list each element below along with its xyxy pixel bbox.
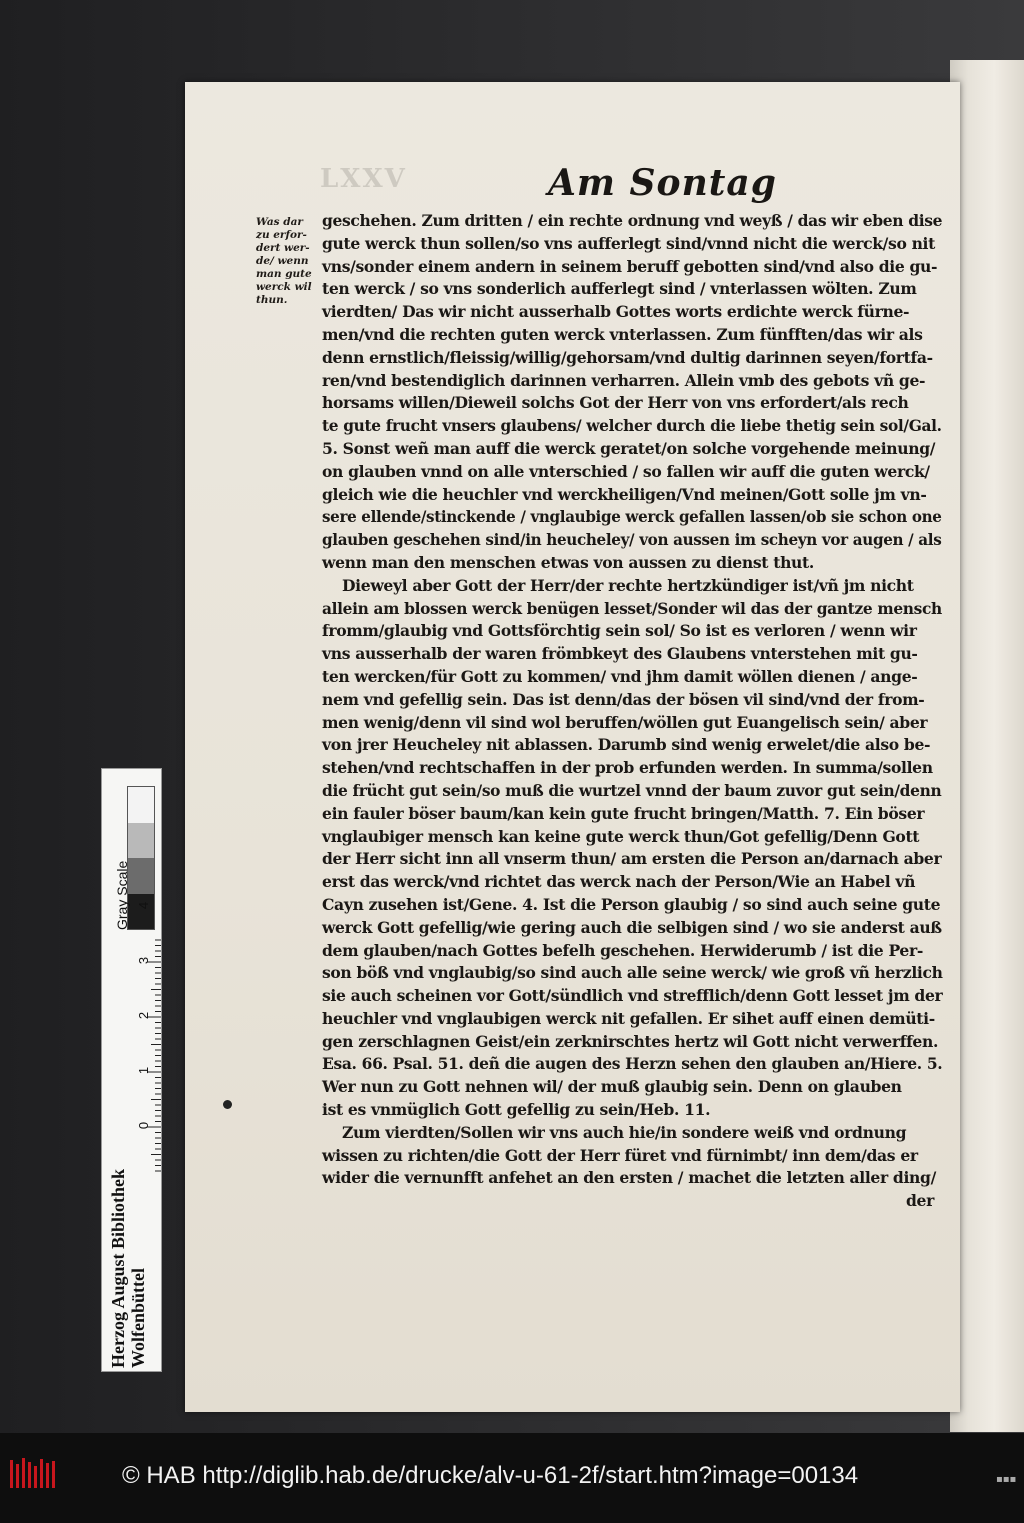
text-line: men wenig/denn vil sind wol beruffen/wöllen gut Euangelisch sein/ aber — [322, 712, 928, 732]
ink-dot — [223, 1100, 232, 1109]
text-line: vns ausserhalb der waren frömbkeyt des Glaubens vnterstehen mit gu- — [322, 644, 918, 664]
text-line: men/vnd die rechten guten werck vnterlassen. Zum fünfften/das wir als — [322, 324, 923, 344]
text-line: sie auch scheinen vor Gott/sündlich vnd strefflich/denn Gott lesset jm der — [322, 986, 943, 1006]
text-line: glauben geschehen sind/in heucheley/ von aussen im scheyn vor augen / als — [322, 530, 942, 550]
text-line: allein am blossen werck benügen lesset/Sonder wil das der gantze mensch — [322, 598, 942, 618]
gray-swatch — [128, 787, 154, 823]
text-line: von jrer Heucheley nit ablassen. Darumb sind wenig erwelet/die also be- — [322, 735, 931, 755]
catchword: der — [906, 1191, 934, 1211]
text-line: son böß vnd vnglaubig/so sind auch alle seine werck/ wie groß vñ herzlich — [322, 963, 943, 983]
page-body-text — [322, 210, 942, 1213]
text-line: gen zerschlagnen Geist/ein zerknirschtes hertz wil Gott nicht verwerffen. — [322, 1031, 939, 1051]
text-line: te gute frucht vnsers glaubens/ welcher durch die liebe thetig sein sol/Gal. — [322, 416, 942, 436]
text-line: nem vnd gefellig sein. Das ist denn/das der bösen vil sind/vnd der from- — [322, 689, 925, 709]
margin-note-line: Was dar — [256, 216, 303, 228]
text-line: ten werck / so vns sonderlich aufferlegt sind / vnterlassen wölten. Zum — [322, 279, 917, 299]
gray-swatch — [128, 858, 154, 894]
library-location: Wolfenbüttel — [128, 1267, 148, 1368]
library-name: Herzog August Bibliothek — [108, 1168, 128, 1368]
text-line: ist es vnmüglich Gott gefellig zu sein/Heb. 11. — [322, 1100, 711, 1120]
text-line: vierdten/ Das wir nicht ausserhalb Gottes worts erdichte werck fürne- — [322, 302, 910, 322]
text-line: vns/sonder einem andern in seinem beruff gebotten sind/vnd also die gu- — [322, 256, 938, 276]
gray-swatch — [128, 823, 154, 859]
text-line: denn ernstlich/fleissig/willig/gehorsam/vnd dultig darinnen seyen/fortfa- — [322, 347, 933, 367]
text-line: werck Gott gefellig/wie gering auch die selbigen sind / wo sie anderst auß — [322, 917, 942, 937]
text-line: ten wercken/für Gott zu kommen/ vnd jhm damit wöllen dienen / ange- — [322, 666, 918, 686]
margin-note-line: man gute — [256, 268, 312, 280]
text-line: fromm/glaubig vnd Gottsförchtig sein sol/ So ist es verloren / wenn wir — [322, 621, 917, 641]
margin-note-line: thun. — [256, 294, 288, 306]
text-line: Wer nun zu Gott nehnen wil/ der muß glaubig sein. Denn on glauben — [322, 1077, 902, 1097]
margin-note — [256, 216, 322, 307]
text-line: der Herr sicht inn all vnserm thun/ am ersten die Person an/darnach aber — [322, 849, 942, 869]
text-line: die frücht gut sein/so muß die wurtzel vnnd der baum zuvor gut sein/denn — [322, 780, 942, 800]
margin-note-line: dert wer- — [256, 242, 310, 254]
hab-logo-icon — [8, 1456, 58, 1492]
margin-note-line: zu erfor- — [256, 229, 307, 241]
ghost-header: LXXV — [320, 164, 407, 194]
text-line: heuchler vnd vnglaubigen werck nit gefallen. Er sihet auff einen demüti- — [322, 1008, 935, 1028]
text-line: dem glauben/nach Gottes befelh geschehen. Herwiderumb / ist die Per- — [322, 940, 923, 960]
margin-note-line: de/ wenn — [256, 255, 309, 267]
text-line: stehen/vnd rechtschaffen in der prob erfunden werden. In summa/sollen — [322, 758, 933, 778]
text-line: erst das werck/vnd richtet das werck nach der Person/Wie an Habel vñ — [322, 872, 916, 892]
text-line: gute werck thun sollen/so vns aufferlegt sind/vnnd nicht die werck/so nit — [322, 233, 935, 253]
text-line: sere ellende/stinckende / vnglaubige werck gefallen lassen/ob sie schon one — [322, 507, 942, 527]
text-line: on glauben vnnd on alle vnterschied / so fallen wir auff die guten werck/ — [322, 461, 930, 481]
margin-note-line: werck wil — [256, 281, 312, 293]
text-line: wenn man den menschen etwas von aussen zu dienst thut. — [322, 552, 814, 572]
text-line: geschehen. Zum dritten / ein rechte ordnung vnd weyß / das wir eben dise — [322, 211, 943, 230]
text-line: Dieweyl aber Gott der Herr/der rechte hertzkündiger ist/vñ jm nicht — [342, 575, 914, 595]
text-line: Esa. 66. Psal. 51. deñ die augen des Herzn sehen den glauben an/Hiere. 5. — [322, 1054, 943, 1074]
ruler-number: 1 — [136, 1066, 152, 1075]
text-line: ein fauler böser baum/kan kein gute frucht bringen/Matth. 7. Ein böser — [322, 803, 925, 823]
text-line: Cayn zusehen ist/Gene. 4. Ist die Person glaubig / so sind auch seine gute — [322, 894, 941, 914]
running-header: Am Sontag — [548, 162, 777, 204]
ruler-number: 2 — [136, 1011, 152, 1020]
facing-page-edge — [950, 60, 1024, 1432]
text-line: gleich wie die heuchler vnd werckheiligen/Vnd meinen/Gott solle jm vn- — [322, 484, 927, 504]
text-line: wider die vernunfft anfehet an den ersten / machet die letzten aller ding/ — [322, 1168, 936, 1188]
text-line: vnglaubiger mensch kan keine gute werck thun/Got gefellig/Denn Gott — [322, 826, 920, 846]
ruler-number: 0 — [136, 1121, 152, 1130]
text-line: ren/vnd bestendiglich darinnen verharren. Allein vmb des gebots vñ ge- — [322, 370, 926, 390]
ruler-number: 3 — [136, 956, 152, 965]
text-line: wissen zu richten/die Gott der Herr füret vnd fürnimbt/ inn dem/das er — [322, 1145, 918, 1165]
copyright-url[interactable]: © HAB http://diglib.hab.de/drucke/alv-u-61-2f/start.htm?image=00134 — [122, 1462, 859, 1489]
corner-mark: ▪▪▪ — [996, 1474, 1017, 1485]
text-line: 5. Sonst weñ man auff die werck geratet/on solche vorgehende meinung/ — [322, 438, 936, 458]
text-line: horsams willen/Dieweil solchs Got der Herr von vns erfordert/als rech — [322, 393, 909, 413]
ruler-number: 4 — [136, 901, 152, 910]
gray-scale-title: Gray Scale — [114, 860, 130, 930]
gray-swatch — [128, 894, 154, 930]
text-line: Zum vierdten/Sollen wir vns auch hie/in sondere weiß vnd ordnung — [342, 1122, 907, 1142]
